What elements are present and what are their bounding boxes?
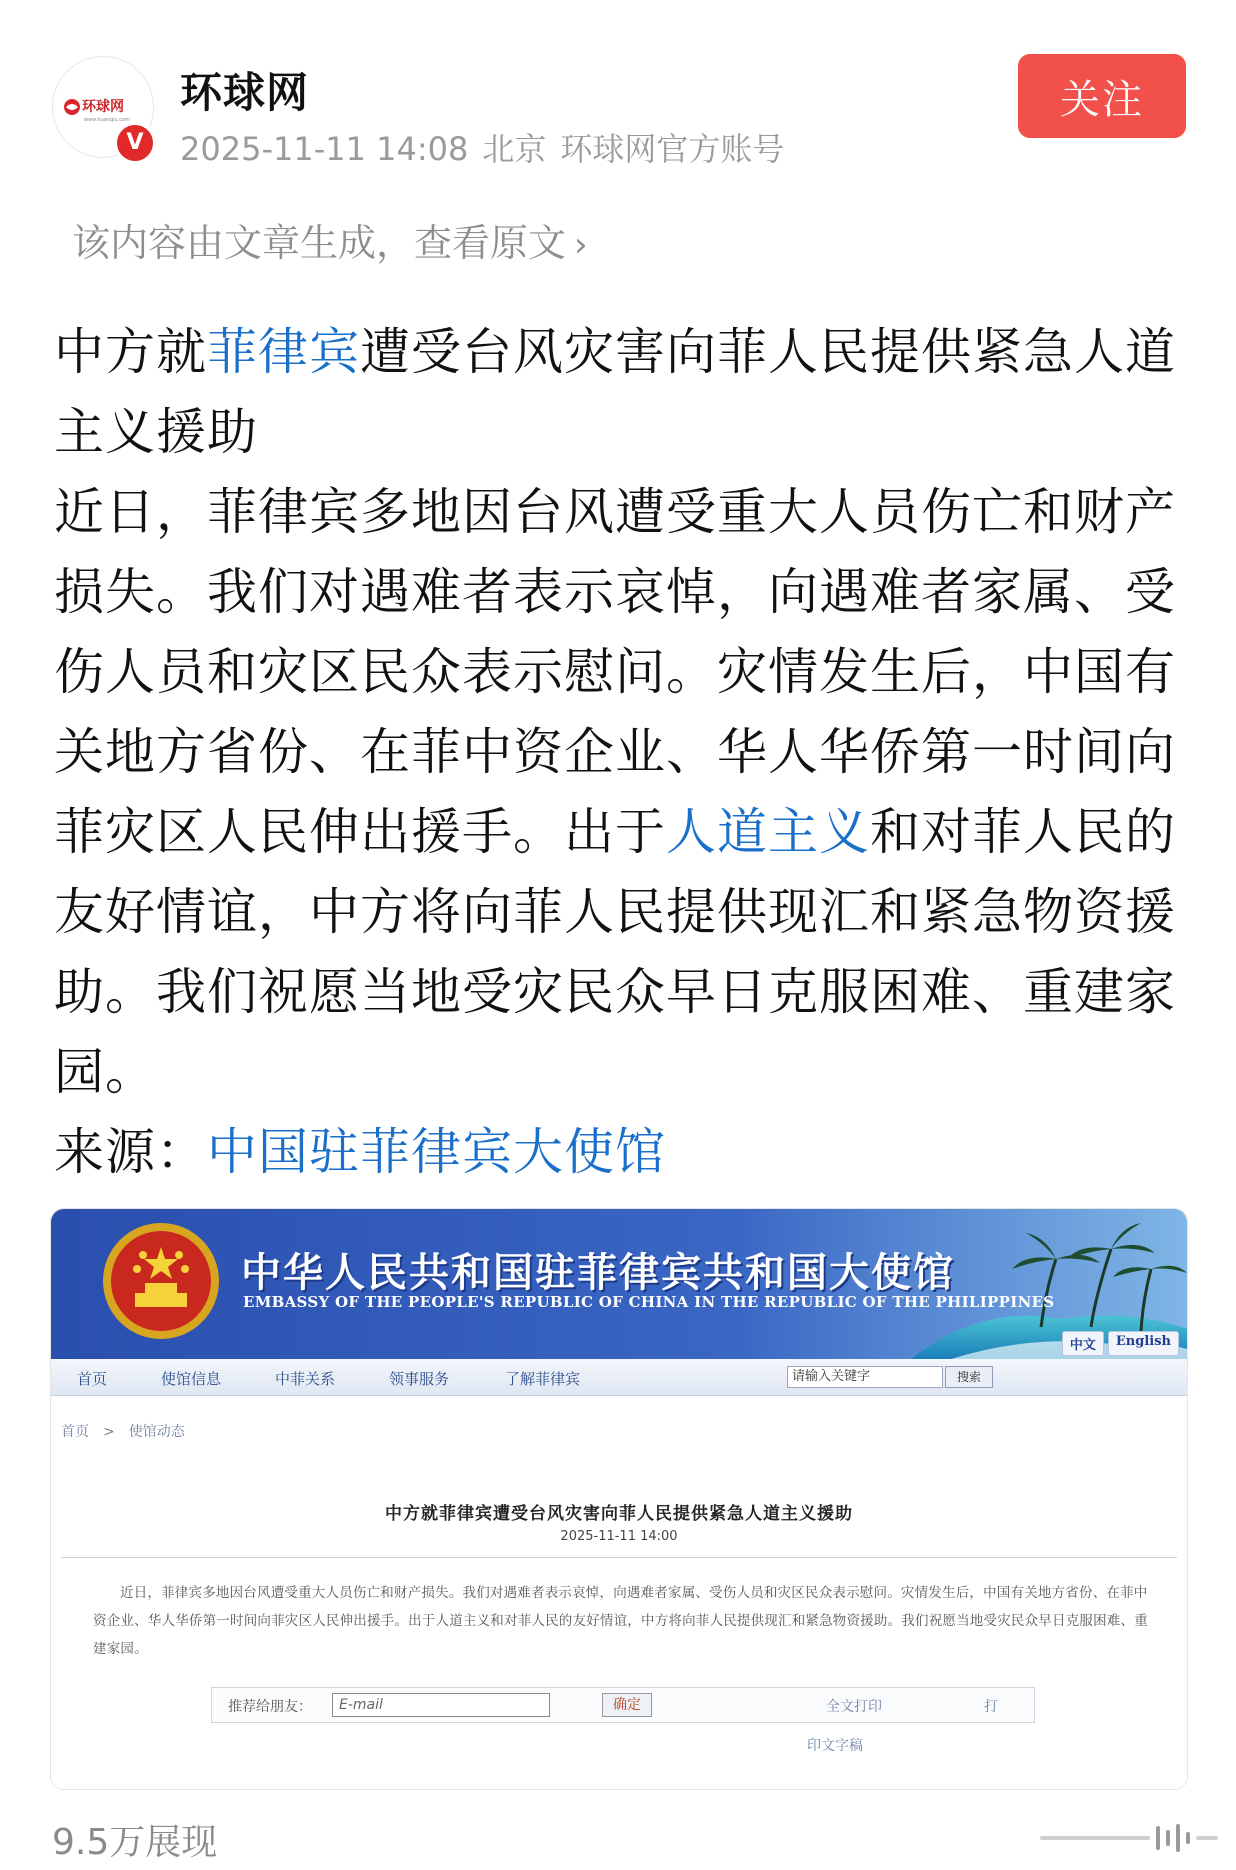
article-body — [54, 312, 1184, 1192]
title-text: 遭受台风灾害向菲人民提供紧急人道主义援助 — [54, 323, 1176, 461]
paragraph-text: 近日，菲律宾多地因台风遭受重大人员伤亡和财产损失。我们对遇难者表示哀悼，向遇难者家属、受伤人员和灾区民众表示慰问。灾情发生后，中国有关地方省份、在菲中资企业、华人华侨第一时间向菲灾区人民伸出援手。出于 — [54, 483, 1176, 861]
author-avatar[interactable] — [52, 56, 154, 158]
share-email-input[interactable]: E-mail — [332, 1693, 550, 1717]
nav-relations[interactable]: 中菲关系 — [275, 1370, 336, 1388]
breadcrumb-home[interactable]: 首页 — [61, 1424, 89, 1440]
verified-badge-icon: V — [114, 122, 156, 164]
nav-embassy-info[interactable]: 使馆信息 — [161, 1370, 222, 1388]
breadcrumb — [61, 1421, 185, 1441]
embassy-search-input[interactable]: 请输入关键字 — [787, 1366, 943, 1388]
embassy-title: 中华人民共和国驻菲律宾共和国大使馆 — [241, 1249, 955, 1296]
paragraph-text: 和对菲人民的友好情谊，中方将向菲人民提供现汇和紧急物资援助。我们祝愿当地受灾民众早日克服困难、重建家园。 — [54, 803, 1176, 1101]
news-date: 2025-11-11 14:00 — [560, 1529, 678, 1544]
post-location: 北京 — [482, 130, 547, 168]
post-timestamp: 2025-11-11 14:08 — [180, 130, 469, 168]
embassy-source-link[interactable]: 中国驻菲律宾大使馆 — [207, 1123, 666, 1181]
source-note-text: 该内容由文章生成，查看原文 — [72, 221, 567, 265]
print-manuscript-link[interactable]: 印文字稿 — [807, 1738, 863, 1754]
breadcrumb-news[interactable]: 使馆动态 — [128, 1424, 185, 1440]
view-original-link[interactable] — [72, 212, 588, 267]
language-switch — [1062, 1331, 1179, 1356]
print-link[interactable]: 打 — [984, 1699, 998, 1715]
article-title — [54, 312, 1184, 472]
follow-button[interactable]: 关注 — [1018, 54, 1186, 138]
audio-wave-icon[interactable] — [1040, 1820, 1220, 1856]
chevron-right-icon: › — [574, 225, 588, 265]
embassy-nav — [51, 1359, 1187, 1396]
nav-consular[interactable]: 领事服务 — [389, 1370, 450, 1388]
news-title: 中方就菲律宾遭受台风灾害向菲人民提供紧急人道主义援助 — [385, 1504, 853, 1524]
embassy-subtitle: EMBASSY OF THE PEOPLE'S REPUBLIC OF CHINA IN THE REPUBLIC OF THE PHILIPPINES — [243, 1293, 1055, 1311]
embassy-screenshot-card[interactable] — [50, 1208, 1188, 1790]
account-type: 环球网官方账号 — [560, 130, 785, 168]
source-label: 来源： — [54, 1123, 207, 1181]
share-label: 推荐给朋友： — [228, 1699, 312, 1715]
svg-text:www.huanqiu.com: www.huanqiu.com — [84, 117, 130, 123]
title-text: 中方就 — [54, 323, 207, 381]
svg-text:环球网: 环球网 — [82, 99, 124, 115]
embassy-search-button[interactable]: 搜索 — [945, 1366, 993, 1388]
national-emblem-icon — [103, 1223, 219, 1339]
share-bar — [211, 1687, 1035, 1723]
post-meta — [180, 124, 798, 170]
nav-about-philippines[interactable]: 了解菲律宾 — [505, 1370, 581, 1388]
share-confirm-button[interactable]: 确定 — [602, 1693, 652, 1717]
view-count: 9.5万展现 — [52, 1822, 218, 1863]
breadcrumb-separator: > — [103, 1424, 115, 1440]
lang-en-button[interactable]: English — [1108, 1331, 1179, 1356]
news-body: 近日，菲律宾多地因台风遭受重大人员伤亡和财产损失。我们对遇难者表示哀悼，向遇难者家属、受伤人员和灾区民众表示慰问。灾情发生后，中国有关地方省份、在菲中资企业、华人华侨第一时间向菲灾区人民伸出援手。出于人道主义和对菲人民的友好情谊，中方将向菲人民提供现汇和紧急物资援助。我们祝愿当地受灾民众早日克服困难、重建家园。 — [93, 1585, 1148, 1657]
print-full-link[interactable]: 全文打印 — [826, 1699, 882, 1715]
lang-zh-button[interactable]: 中文 — [1062, 1331, 1104, 1356]
huanqiu-logo-icon — [62, 87, 144, 127]
nav-home[interactable]: 首页 — [77, 1370, 108, 1388]
article-paragraph — [54, 472, 1184, 1112]
author-name[interactable]: 环球网 — [180, 68, 310, 117]
divider — [61, 1557, 1177, 1558]
philippines-link[interactable]: 菲律宾 — [207, 323, 360, 381]
article-source — [54, 1112, 1184, 1192]
humanitarianism-link[interactable]: 人道主义 — [666, 803, 870, 861]
